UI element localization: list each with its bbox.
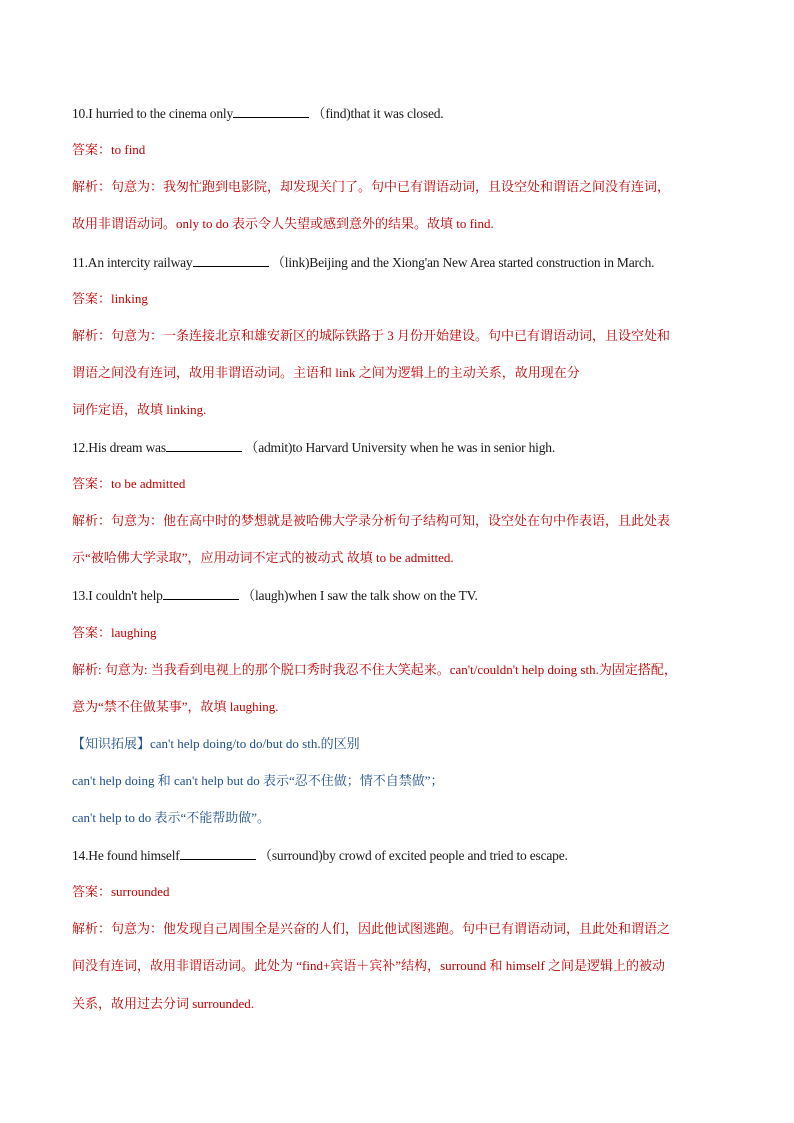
answer-13: 答案：laughing [72,625,157,640]
answer-12: 答案：to be admitted [72,476,186,491]
answer-11: 答案：linking [72,291,148,306]
answer-blank [166,438,242,452]
question-10 [72,104,724,123]
answer-blank [233,104,309,118]
answer-14: 答案：surrounded [72,884,170,899]
explanation-14-line-3: 关系，故用过去分词 surrounded. [72,996,254,1011]
explanation-13-line-2: 意为“禁不住做某事”，故填 laughing. [72,699,279,714]
explanation-11-line-1: 解析：句意为：一条连接北京和雄安新区的城际铁路于 3 月份开始建设。句中已有谓语动词，且设空处和 [72,328,671,343]
question-10-hint: （find)that it was closed. [312,106,444,121]
explanation-10-line-2: 故用非谓语动词。only to do 表示令人失望或感到意外的结果。故填 to find. [72,216,494,231]
question-11 [72,253,724,272]
explanation-13-line-1: 解析: 句意为: 当我看到电视上的那个脱口秀时我忍不住大笑起来。can't/couldn't help doing sth.为固定搭配， [72,662,677,677]
knowledge-extension-title: 【知识拓展】can't help doing/to do/but do sth.的区别 [72,736,360,751]
explanation-14-line-1: 解析：句意为：他发现自己周围全是兴奋的人们，因此他试图逃跑。句中已有谓语动词，且此处和谓语之 [72,921,671,936]
question-11-text: 11.An intercity railway [72,255,193,270]
explanation-11-line-3: 词作定语，故填 linking. [72,402,207,417]
answer-10: 答案：to find [72,142,146,157]
explanation-10-line-1: 解析：句意为：我匆忙跑到电影院，却发现关门了。句中已有谓语动词，且设空处和谓语之间没有连词， [72,179,671,194]
question-13 [72,586,724,605]
question-13-text: 13.I couldn't help [72,588,163,603]
question-12-hint: （admit)to Harvard University when he was in senior high. [244,440,556,455]
knowledge-extension-line-1: can't help doing 和 can't help but do 表示“忍不住做；情不自禁做”； [72,773,444,788]
explanation-11-line-2: 谓语之间没有连词，故用非谓语动词。主语和 link 之间为逻辑上的主动关系，故用现在分 [72,365,580,380]
answer-blank [193,253,269,267]
question-13-hint: （laugh)when I saw the talk show on the TV. [241,588,478,603]
question-11-hint: （link)Beijing and the Xiong'an New Area started construction in March. [271,255,655,270]
explanation-12-line-1: 解析：句意为：他在高中时的梦想就是被哈佛大学录分析句子结构可知，设空处在句中作表语，且此处表 [72,513,671,528]
knowledge-extension-line-2: can't help to do 表示“不能帮助做”。 [72,810,271,825]
answer-blank [180,846,256,860]
question-12-text: 12.His dream was [72,440,166,455]
answer-blank [163,586,239,600]
question-12 [72,438,724,457]
question-10-text: 10.I hurried to the cinema only [72,106,234,121]
question-14-hint: （surround)by crowd of excited people and tried to escape. [258,848,568,863]
question-14-text: 14.He found himself [72,848,180,863]
explanation-14-line-2: 间没有连词，故用非谓语动词。此处为 “find+宾语＋宾补”结构，surround 和 himself 之间是逻辑上的被动 [72,958,666,973]
explanation-12-line-2: 示“被哈佛大学录取”，应用动词不定式的被动式 故填 to be admitted. [72,550,454,565]
question-14 [72,846,724,865]
